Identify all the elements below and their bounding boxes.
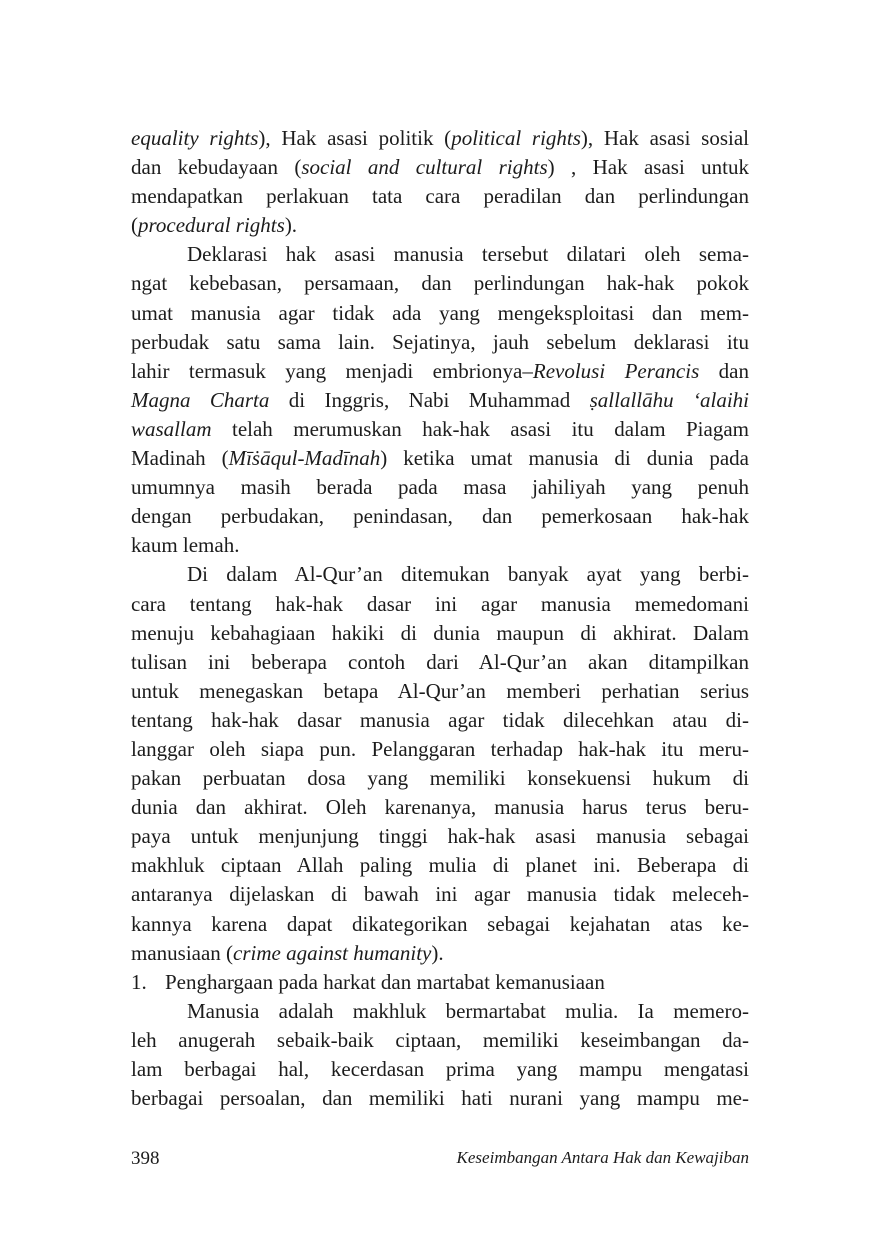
text-segment: ). [431, 940, 444, 965]
italic-text: Revolusi Perancis [532, 358, 700, 383]
text-line [131, 357, 749, 386]
text-line [131, 182, 749, 211]
text-line [131, 822, 749, 851]
list-number: 1. [131, 969, 147, 994]
text-segment: dan [699, 358, 749, 383]
text-segment: Deklarasi hak asasi manusia tersebut dilatari oleh sema- [187, 242, 749, 267]
text-line [131, 764, 749, 793]
text-segment: tulisan ini beberapa contoh dari Al-Qur’an akan ditampilkan [131, 649, 749, 674]
text-segment: untuk menegaskan betapa Al-Qur’an memberi perhatian serius [131, 678, 749, 703]
text-segment: manusiaan ( [131, 940, 234, 965]
page-footer [131, 1148, 749, 1170]
text-line [131, 619, 749, 648]
text-segment: kaum lemah. [131, 533, 240, 558]
italic-text: Mīṡāqul-Madīnah [228, 446, 381, 471]
text-line [131, 1026, 749, 1055]
text-line [131, 386, 749, 415]
text-line [131, 793, 749, 822]
text-segment: ) , Hak asasi untuk [547, 155, 749, 180]
text-line [131, 590, 749, 619]
text-line [131, 648, 749, 677]
text-segment: ), Hak asasi sosial [580, 126, 749, 150]
text-line [131, 153, 749, 182]
text-segment: Penghargaan pada harkat dan martabat kemanusiaan [165, 969, 605, 994]
text-line [131, 240, 749, 269]
running-title: Keseimbangan Antara Hak dan Kewajiban [456, 1148, 749, 1167]
text-line [131, 269, 749, 298]
italic-text: political rights [451, 126, 581, 150]
text-segment: dunia dan akhirat. Oleh karenanya, manusia harus terus beru- [131, 795, 749, 820]
text-line [131, 502, 749, 531]
text-segment: telah merumuskan hak-hak asasi itu dalam Piagam [211, 416, 749, 441]
text-segment: ngat kebebasan, persamaan, dan perlindungan hak-hak pokok [131, 271, 749, 296]
text-line [131, 473, 749, 502]
text-line [131, 677, 749, 706]
italic-text: crime against humanity [233, 940, 432, 965]
text-line [131, 1084, 749, 1113]
text-segment: ( [131, 213, 138, 238]
body-text [131, 124, 749, 1113]
text-line [131, 415, 749, 444]
text-segment: makhluk ciptaan Allah paling mulia di planet ini. Beberapa di [131, 853, 749, 878]
text-line [131, 531, 749, 560]
text-segment: paya untuk menjunjung tinggi hak-hak asasi manusia sebagai [131, 824, 749, 849]
italic-text: ṣallallāhu ‘alaihi [589, 387, 750, 412]
text-segment: ). [284, 213, 298, 238]
text-segment: ), Hak asasi politik ( [258, 126, 452, 150]
page-number: 398 [131, 1148, 160, 1169]
italic-text: procedural rights [138, 213, 285, 238]
text-line [131, 560, 749, 589]
text-line [131, 124, 749, 153]
italic-text: wasallam [131, 416, 212, 441]
text-line [131, 851, 749, 880]
text-segment: antaranya dijelaskan di bawah ini agar manusia tidak meleceh- [131, 882, 749, 907]
text-segment: Madinah ( [131, 446, 229, 471]
text-segment: lahir termasuk yang menjadi embrionya– [131, 358, 533, 383]
text-segment: dan kebudayaan ( [131, 155, 302, 180]
text-segment: dengan perbudakan, penindasan, dan pemerkosaan hak-hak [131, 504, 749, 529]
text-segment: ) ketika umat manusia di dunia pada [380, 446, 749, 471]
text-segment: lam berbagai hal, kecerdasan prima yang mampu mengatasi [131, 1057, 749, 1081]
text-line [131, 211, 749, 240]
text-line [131, 939, 749, 968]
text-segment: Di dalam Al-Qur’an ditemukan banyak ayat yang berbi- [187, 562, 749, 587]
italic-text: social and cultural rights [301, 155, 548, 180]
text-segment: umat manusia agar tidak ada yang mengeksploitasi dan mem- [131, 300, 749, 325]
text-line [131, 299, 749, 328]
text-line [131, 997, 749, 1026]
text-line [131, 444, 749, 473]
text-line [131, 880, 749, 909]
text-segment: mendapatkan perlakuan tata cara peradilan dan perlindungan [131, 184, 749, 209]
italic-text: Magna Charta [131, 387, 270, 412]
list-item [131, 968, 749, 997]
text-segment: perbudak satu sama lain. Sejatinya, jauh sebelum deklarasi itu [131, 329, 749, 354]
text-segment: menuju kebahagiaan hakiki di dunia maupun di akhirat. Dalam [131, 620, 749, 645]
text-line [131, 328, 749, 357]
text-line [131, 1055, 749, 1084]
text-segment: di Inggris, Nabi Muhammad [269, 387, 590, 412]
text-segment: berbagai persoalan, dan memiliki hati nurani yang mampu me- [131, 1086, 749, 1111]
text-line [131, 735, 749, 764]
text-segment: leh anugerah sebaik-baik ciptaan, memiliki keseimbangan da- [131, 1027, 749, 1052]
text-segment: cara tentang hak-hak dasar ini agar manusia memedomani [131, 591, 749, 616]
italic-text: equality rights [131, 126, 259, 150]
text-segment: kannya karena dapat dikategorikan sebagai kejahatan atas ke- [131, 911, 749, 936]
text-segment: umumnya masih berada pada masa jahiliyah yang penuh [131, 475, 749, 500]
text-line [131, 910, 749, 939]
text-segment: Manusia adalah makhluk bermartabat mulia. Ia memero- [187, 998, 749, 1023]
text-line [131, 706, 749, 735]
text-segment: langgar oleh siapa pun. Pelanggaran terhadap hak-hak itu meru- [131, 736, 749, 761]
text-segment: pakan perbuatan dosa yang memiliki konsekuensi hukum di [131, 766, 749, 791]
text-segment: tentang hak-hak dasar manusia agar tidak dilecehkan atau di- [131, 707, 749, 732]
